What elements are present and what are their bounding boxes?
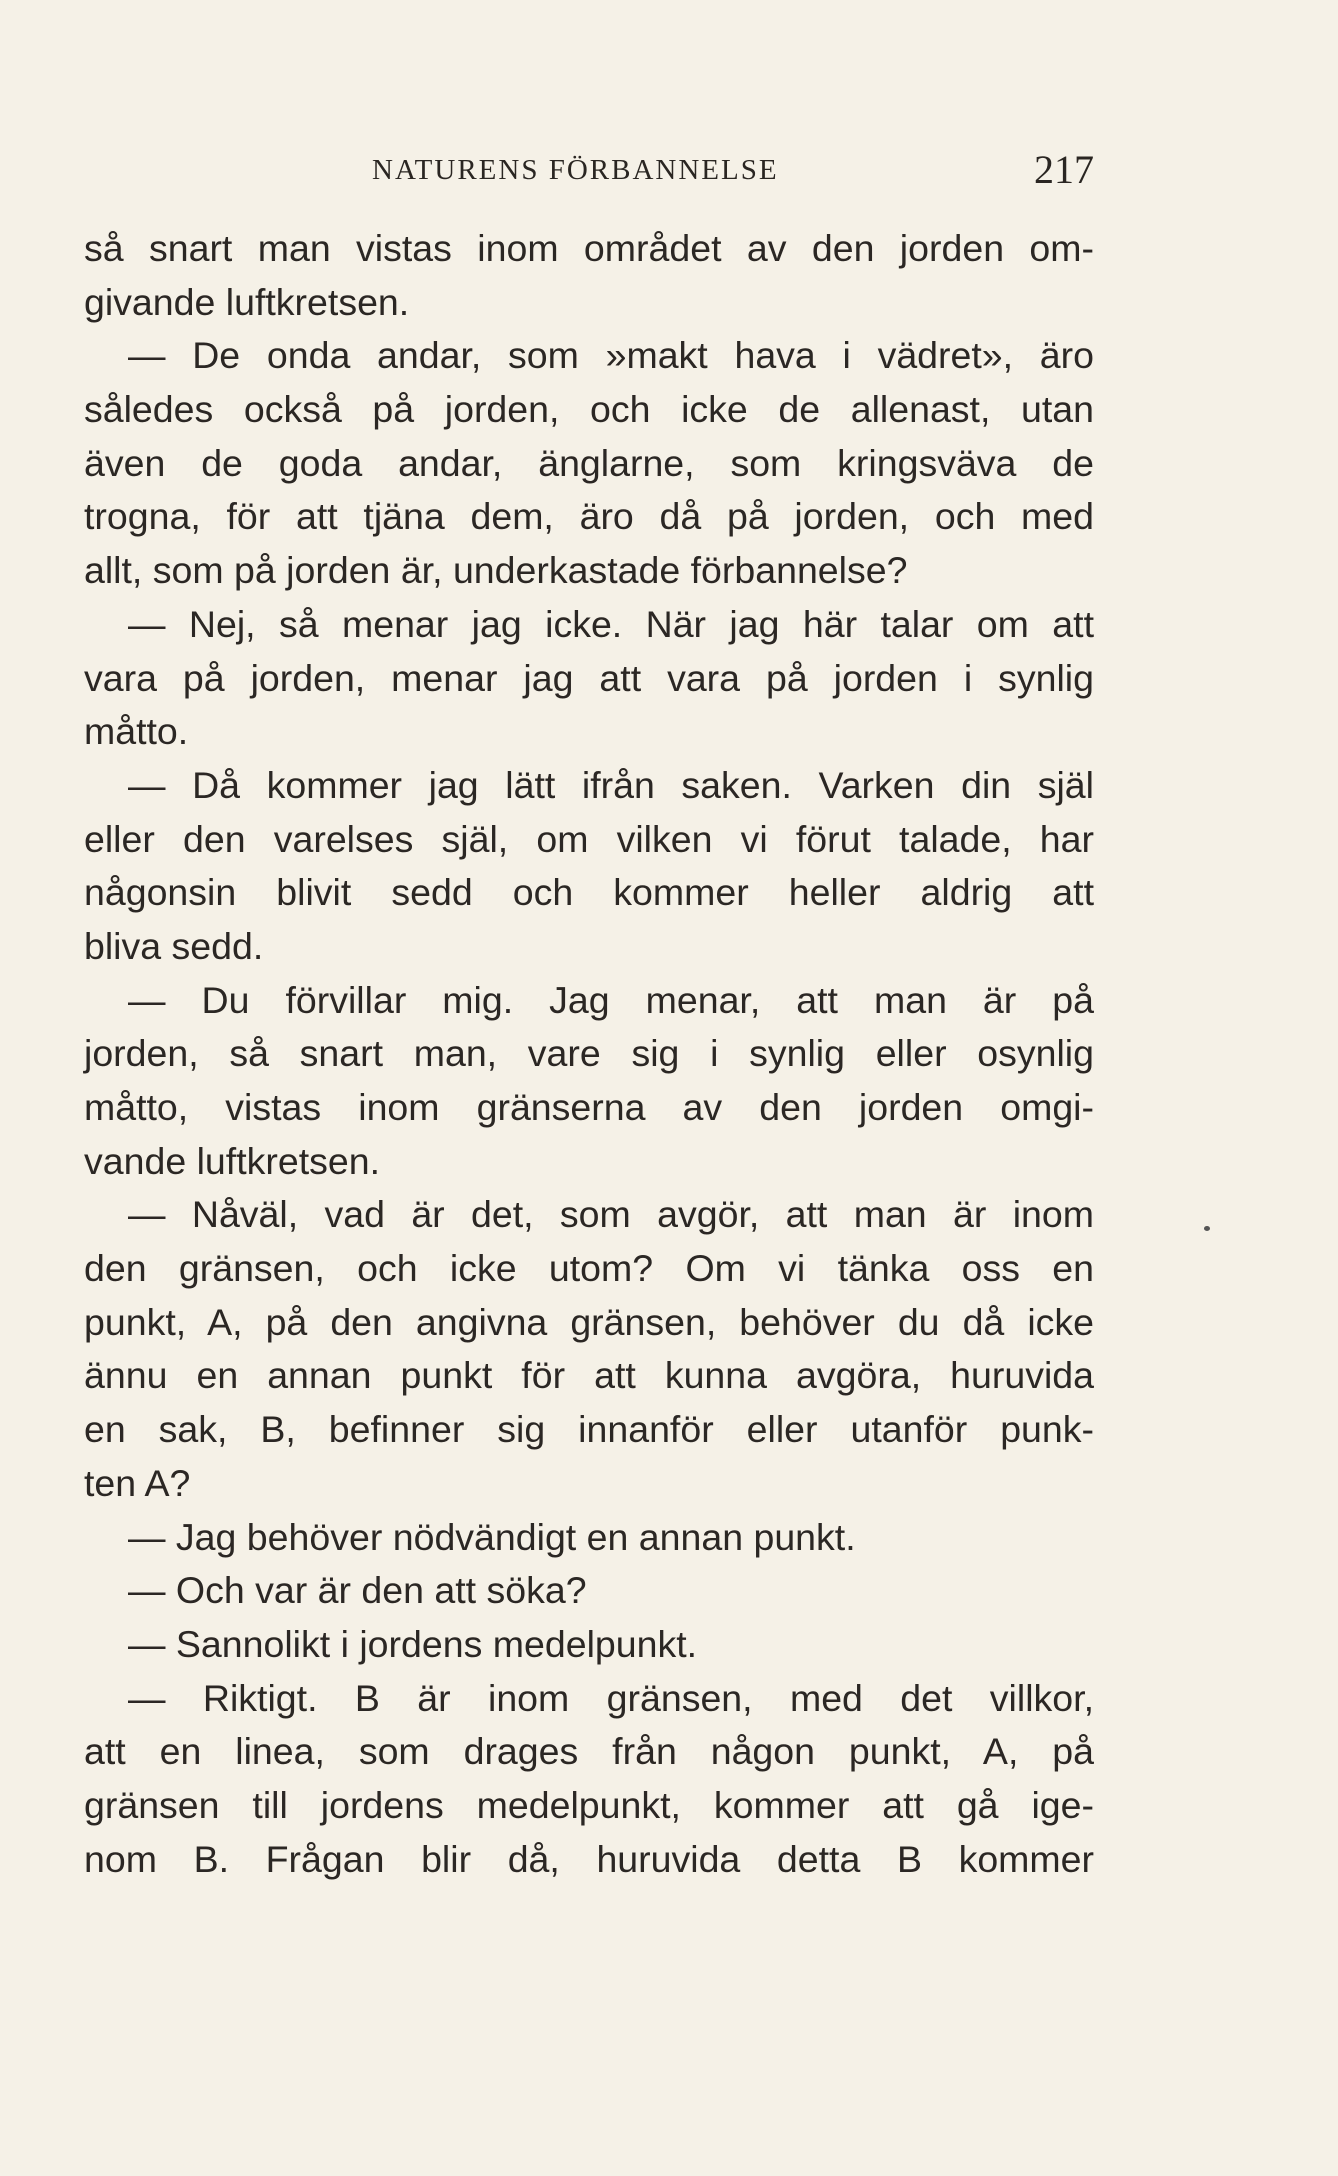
text-line: även de goda andar, änglarne, som kringsväva de	[84, 441, 1094, 484]
text-line: måtto.	[84, 710, 189, 753]
text-line: ännu en annan punkt för att kunna avgöra, huruvida	[84, 1354, 1094, 1397]
text-line: bliva sedd.	[84, 924, 264, 967]
text-line: måtto, vistas inom gränserna av den jorden omgi-	[84, 1086, 1094, 1128]
page-header	[84, 148, 1094, 194]
text-line: således också på jorden, och icke de allenast, utan	[84, 388, 1094, 431]
text-line: gränsen till jordens medelpunkt, kommer att gå ige-	[84, 1783, 1094, 1826]
text-line: — Då kommer jag lätt ifrån saken. Varken din själ	[128, 763, 1094, 806]
text-line: — Och var är den att söka?	[128, 1569, 587, 1612]
text-line: trogna, för att tjäna dem, äro då på jorden, och med	[84, 495, 1094, 538]
text-line: eller den varelses själ, om vilken vi förut talade, har	[84, 817, 1094, 860]
text-line: — Jag behöver nödvändigt en annan punkt.	[128, 1515, 856, 1558]
text-line: — De onda andar, som »makt hava i vädret», äro	[128, 334, 1094, 377]
text-line: — Sannolikt i jordens medelpunkt.	[128, 1622, 698, 1665]
text-line: jorden, så snart man, vare sig i synlig eller osynlig	[84, 1032, 1094, 1075]
text-line: — Riktigt. B är inom gränsen, med det villkor,	[128, 1676, 1094, 1719]
text-line: att en linea, som drages från någon punkt, A, på	[84, 1730, 1094, 1773]
text-line: nom B. Frågan blir då, huruvida detta B kommer	[84, 1837, 1094, 1880]
text-line: — Nåväl, vad är det, som avgör, att man är inom	[128, 1193, 1094, 1236]
text-line: — Du förvillar mig. Jag menar, att man är på	[128, 978, 1094, 1021]
text-line: allt, som på jorden är, underkastade förbannelse?	[84, 549, 908, 592]
running-title: NATURENS FÖRBANNELSE	[372, 154, 779, 186]
text-line: vara på jorden, menar jag att vara på jorden i synlig	[84, 656, 1094, 699]
text-line: ten A?	[84, 1461, 191, 1504]
text-line: den gränsen, och icke utom? Om vi tänka oss en	[84, 1247, 1094, 1290]
text-line: någonsin blivit sedd och kommer heller aldrig att	[84, 871, 1094, 914]
text-line: vande luftkretsen.	[84, 1139, 381, 1182]
text-line: givande luftkretsen.	[84, 280, 410, 323]
text-line: — Nej, så menar jag icke. När jag här talar om att	[128, 602, 1094, 645]
text-line: så snart man vistas inom området av den jorden om-	[84, 227, 1094, 269]
margin-speck	[1204, 1226, 1210, 1231]
body-text	[84, 222, 1094, 1886]
text-line: punkt, A, på den angivna gränsen, behöver du då icke	[84, 1300, 1094, 1343]
page-number: 217	[1034, 147, 1094, 192]
text-line: en sak, B, befinner sig innanför eller utanför punk-	[84, 1408, 1094, 1451]
